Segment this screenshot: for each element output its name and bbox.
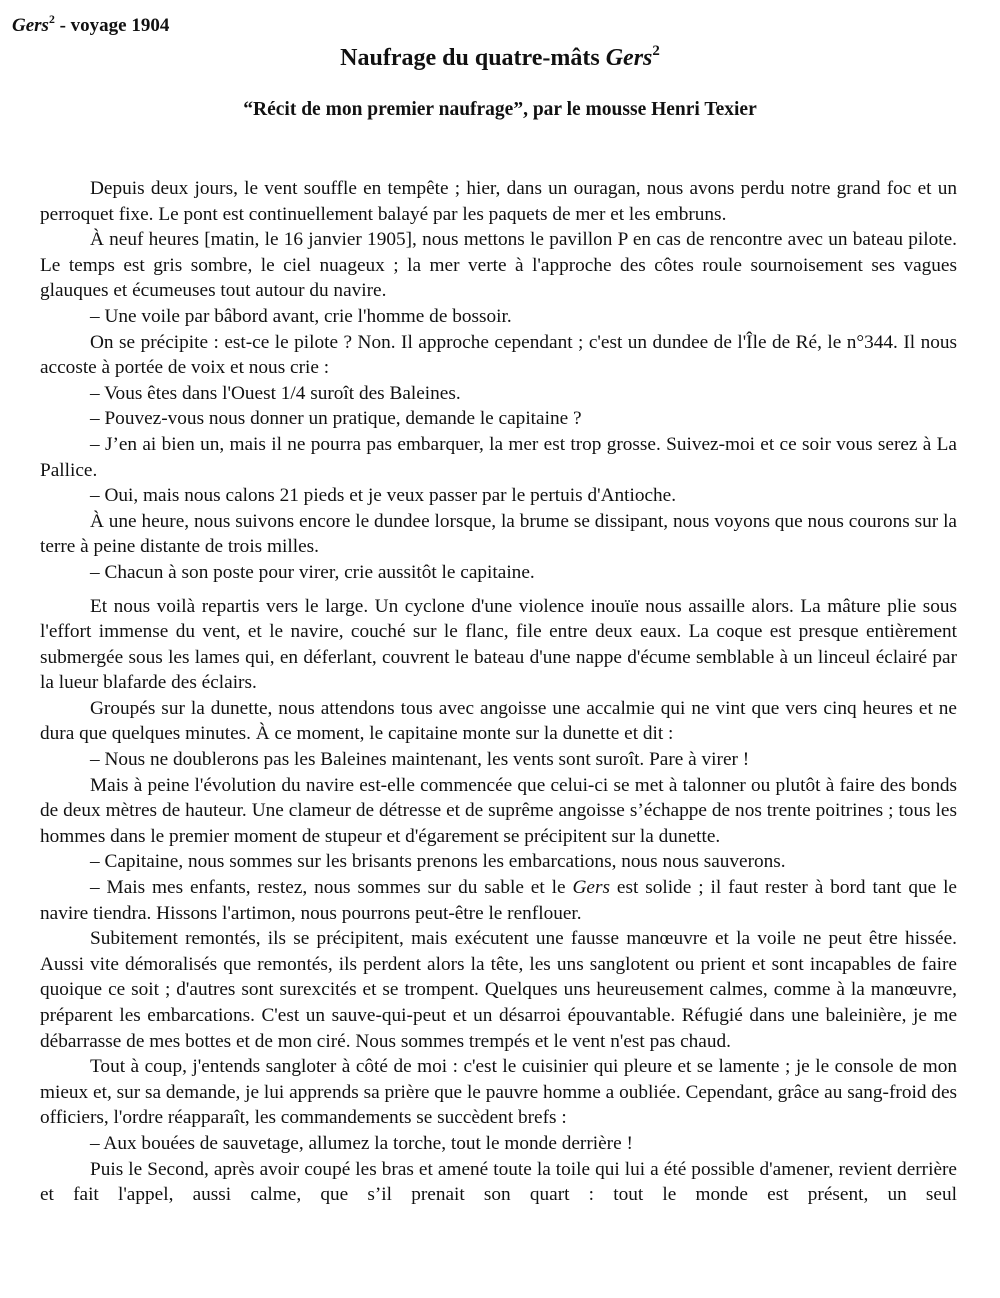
- paragraph: Tout à coup, j'entends sangloter à côté de moi : c'est le cuisinier qui pleure et se lamente ; je le console de mon mieux et, sur sa demande, je lui apprends sa prière que le pauvre homme a oubliée. Cependant, grâce au sang-froid des officiers, l'ordre réapparaît, les commandements se succèdent brefs :: [40, 1056, 957, 1129]
- document-header-tag: [12, 14, 169, 38]
- paragraph: – Chacun à son poste pour virer, crie aussitôt le capitaine.: [90, 561, 535, 583]
- paragraph: – Une voile par bâbord avant, crie l'homme de bossoir.: [90, 305, 512, 327]
- paragraph: – J’en ai bien un, mais il ne pourra pas embarquer, la mer est trop grosse. Suivez-moi et ce soir vous serez à La Pallice.: [40, 433, 957, 481]
- header-ship-name: Gers: [12, 15, 49, 36]
- paragraph: Puis le Second, après avoir coupé les bras et amené toute la toile qui lui a été possible d'amener, revient derrière et fait l'appel, aussi calme, que s’il prenait son quart : tout le monde est présent, un seul: [40, 1158, 957, 1206]
- paragraph: – Pouvez-vous nous donner un pratique, demande le capitaine ?: [90, 408, 582, 430]
- paragraph: – Nous ne doublerons pas les Baleines maintenant, les vents sont suroît. Pare à virer !: [90, 749, 750, 771]
- title-text: Naufrage du quatre-mâts: [340, 45, 606, 71]
- paragraph-text-after: est solide ; il faut rester à bord tant que le navire tiendra. Hissons l'artimon, nous pourrons peut-être le renflouer.: [40, 877, 957, 924]
- paragraph: Groupés sur la dunette, nous attendons tous avec angoisse une accalmie qui ne vint que vers cinq heures et ne dura que quelques minutes. À ce moment, le capitaine monte sur la dunette et dit :: [40, 697, 957, 745]
- paragraph: À neuf heures [matin, le 16 janvier 1905], nous mettons le pavillon P en cas de rencontre avec un bateau pilote. Le temps est gris sombre, le ciel nuageux ; la mer verte à l'approche des côtes roule sournoisement ses vagues glauques et écumeuses tout autour du navire.: [40, 229, 957, 302]
- paragraph: [40, 875, 957, 926]
- ship-name: Gers: [572, 877, 610, 899]
- header-voyage-label: - voyage 1904: [54, 15, 170, 36]
- paragraph: – Oui, mais nous calons 21 pieds et je veux passer par le pertuis d'Antioche.: [90, 485, 677, 507]
- page-title: [0, 42, 1000, 74]
- paragraph: On se précipite : est-ce le pilote ? Non. Il approche cependant ; c'est un dundee de l'Île de Ré, le n°344. Il nous accoste à portée de voix et nous crie :: [40, 331, 957, 379]
- paragraph: Subitement remontés, ils se précipitent, mais exécutent une fausse manœuvre et la voile ne peut être hissée. Aussi vite démoralisés que remontés, ils perdent alors la tête, les uns sanglotent ou prient et sont incapables de faire quoique ce soit ; d'autres sont surexcités et se trompent. Quelques uns heureusement calmes, comme à la manœuvre, préparent les embarcations. C'est un sauve-qui-peut et un désarroi épouvantable. Réfugié dans une baleinière, je me débarrasse de mes bottes et de mon ciré. Nous sommes trempés et le vent n'est pas chaud.: [40, 928, 957, 1052]
- title-superscript: 2: [652, 42, 660, 59]
- paragraph-text-before: – Mais mes enfants, restez, nous sommes sur du sable et le: [90, 877, 573, 899]
- paragraph: Depuis deux jours, le vent souffle en tempête ; hier, dans un ouragan, nous avons perdu notre grand foc et un perroquet fixe. Le pont est continuellement balayé par les paquets de mer et les embruns.: [40, 178, 957, 225]
- paragraph: Et nous voilà repartis vers le large. Un cyclone d'une violence inouïe nous assaille alors. La mâture plie sous l'effort immense du vent, et le navire, couché sur le flanc, file entre deux eaux. La coque est presque entièrement submergée sous les lames qui, en déferlant, couvrent le bateau d'une nappe d'écume semblable à un linceul éclairé par la lueur blafarde des éclairs.: [40, 595, 957, 694]
- paragraph: – Capitaine, nous sommes sur les brisants prenons les embarcations, nous nous sauverons.: [90, 851, 786, 873]
- paragraph: – Vous êtes dans l'Ouest 1/4 suroît des Baleines.: [90, 382, 461, 404]
- paragraph: Mais à peine l'évolution du navire est-elle commencée que celui-ci se met à talonner ou plutôt à faire des bonds de deux mètres de hauteur. Une clameur de détresse et de suprême angoisse s’échappe de nos trente poitrines ; tous les hommes dans le premier moment de stupeur et d'égarement se précipitent sur la dunette.: [40, 774, 957, 847]
- document-body: [40, 176, 957, 1208]
- header-superscript: 2: [48, 12, 55, 26]
- paragraph: À une heure, nous suivons encore le dundee lorsque, la brume se dissipant, nous voyons que nous courons sur la terre à peine distante de trois milles.: [40, 510, 957, 558]
- title-ship-name: Gers: [605, 45, 653, 71]
- page-subtitle: “Récit de mon premier naufrage”, par le mousse Henri Texier: [243, 99, 757, 120]
- paragraph: – Aux bouées de sauvetage, allumez la torche, tout le monde derrière !: [90, 1132, 633, 1154]
